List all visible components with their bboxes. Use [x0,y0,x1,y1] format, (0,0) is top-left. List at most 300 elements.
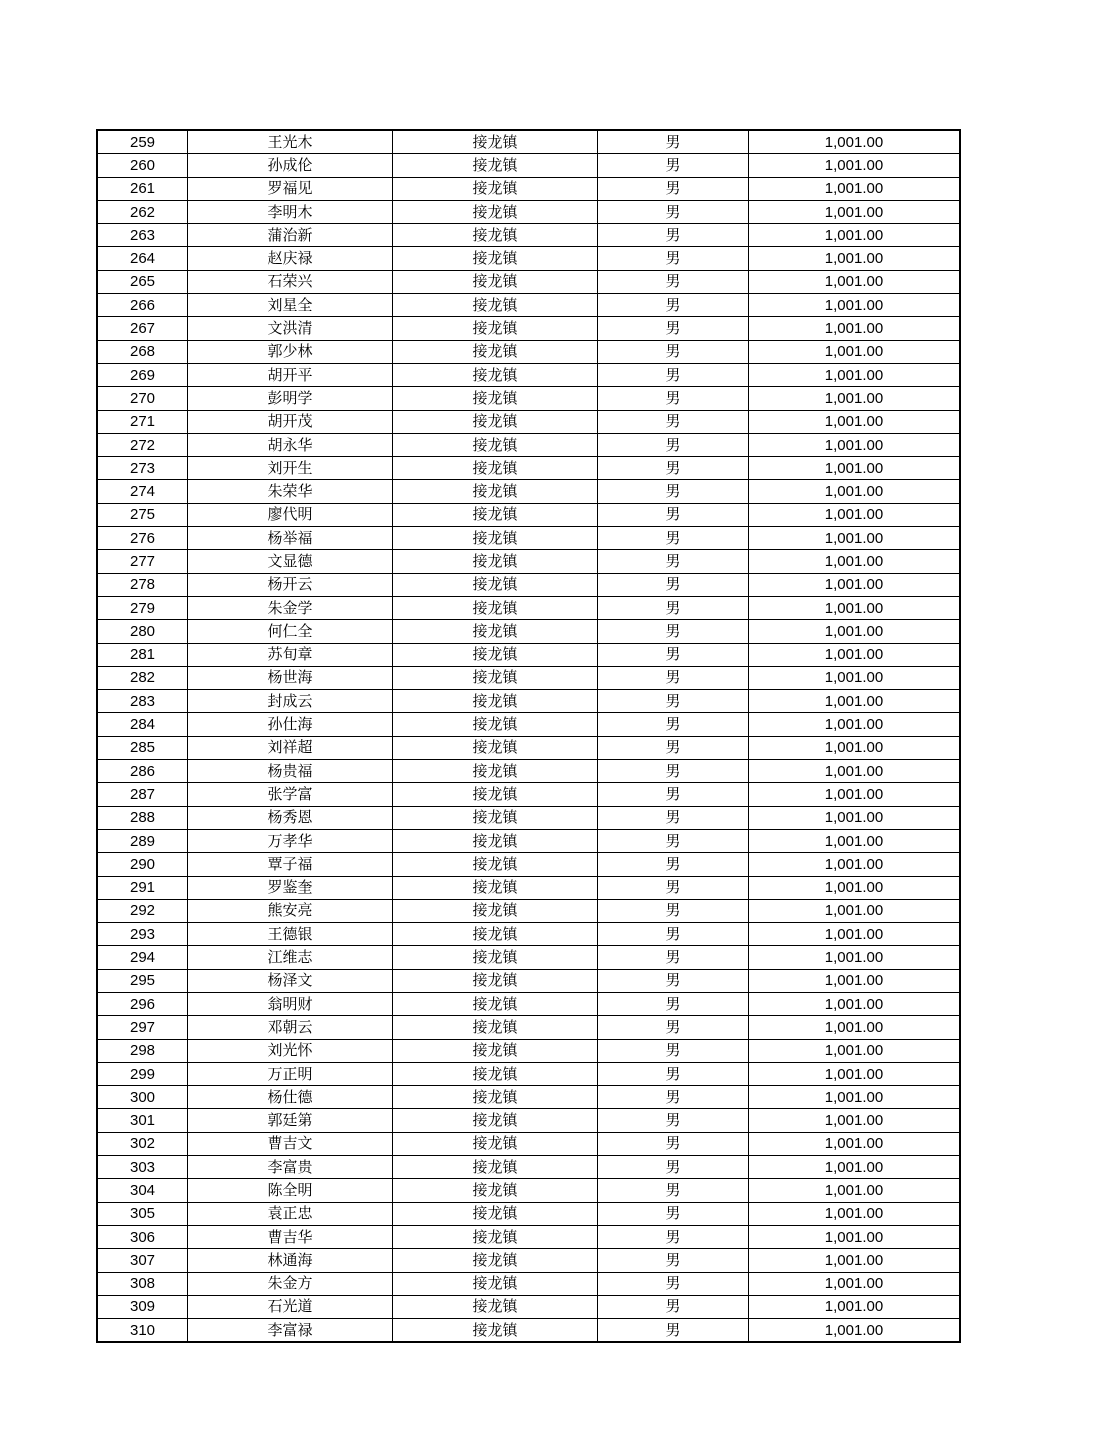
person-name-cell: 郭廷第 [188,1109,393,1132]
town-name-cell: 接龙镇 [393,177,598,200]
table-row [97,363,960,386]
row-number-cell: 283 [97,690,188,713]
table-row [97,317,960,340]
person-name-cell: 李富禄 [188,1319,393,1343]
town-name-cell: 接龙镇 [393,666,598,689]
amount-cell: 1,001.00 [749,154,961,177]
amount-cell: 1,001.00 [749,783,961,806]
person-name-cell: 彭明学 [188,387,393,410]
town-name-cell: 接龙镇 [393,457,598,480]
person-name-cell: 袁正忠 [188,1202,393,1225]
person-name-cell: 孙仕海 [188,713,393,736]
town-name-cell: 接龙镇 [393,1319,598,1343]
row-number-cell: 306 [97,1225,188,1248]
table-row [97,503,960,526]
row-number-cell: 303 [97,1156,188,1179]
town-name-cell: 接龙镇 [393,783,598,806]
person-name-cell: 刘祥超 [188,736,393,759]
row-number-cell: 288 [97,806,188,829]
table-row [97,527,960,550]
amount-cell: 1,001.00 [749,550,961,573]
person-name-cell: 杨仕德 [188,1086,393,1109]
gender-cell: 男 [598,1249,749,1272]
town-name-cell: 接龙镇 [393,620,598,643]
amount-cell: 1,001.00 [749,1295,961,1318]
row-number-cell: 280 [97,620,188,643]
amount-cell: 1,001.00 [749,1132,961,1155]
person-name-cell: 王光木 [188,130,393,154]
table-row [97,410,960,433]
amount-cell: 1,001.00 [749,270,961,293]
table-row [97,1086,960,1109]
gender-cell: 男 [598,760,749,783]
gender-cell: 男 [598,1202,749,1225]
row-number-cell: 260 [97,154,188,177]
amount-cell: 1,001.00 [749,1179,961,1202]
amount-cell: 1,001.00 [749,596,961,619]
table-row [97,666,960,689]
amount-cell: 1,001.00 [749,457,961,480]
person-name-cell: 孙成伦 [188,154,393,177]
gender-cell: 男 [598,923,749,946]
gender-cell: 男 [598,294,749,317]
person-name-cell: 刘星全 [188,294,393,317]
amount-cell: 1,001.00 [749,294,961,317]
table-row [97,620,960,643]
gender-cell: 男 [598,1272,749,1295]
town-name-cell: 接龙镇 [393,690,598,713]
town-name-cell: 接龙镇 [393,806,598,829]
person-name-cell: 胡开平 [188,363,393,386]
person-name-cell: 杨泽文 [188,969,393,992]
gender-cell: 男 [598,480,749,503]
person-name-cell: 罗鉴奎 [188,876,393,899]
amount-cell: 1,001.00 [749,387,961,410]
town-name-cell: 接龙镇 [393,1202,598,1225]
row-number-cell: 259 [97,130,188,154]
gender-cell: 男 [598,503,749,526]
row-number-cell: 261 [97,177,188,200]
town-name-cell: 接龙镇 [393,410,598,433]
gender-cell: 男 [598,643,749,666]
person-name-cell: 赵庆禄 [188,247,393,270]
row-number-cell: 285 [97,736,188,759]
row-number-cell: 293 [97,923,188,946]
amount-cell: 1,001.00 [749,992,961,1015]
town-name-cell: 接龙镇 [393,294,598,317]
amount-cell: 1,001.00 [749,690,961,713]
table-row [97,992,960,1015]
amount-cell: 1,001.00 [749,620,961,643]
amount-cell: 1,001.00 [749,1039,961,1062]
row-number-cell: 298 [97,1039,188,1062]
gender-cell: 男 [598,620,749,643]
amount-cell: 1,001.00 [749,527,961,550]
row-number-cell: 268 [97,340,188,363]
gender-cell: 男 [598,317,749,340]
amount-cell: 1,001.00 [749,946,961,969]
town-name-cell: 接龙镇 [393,154,598,177]
town-name-cell: 接龙镇 [393,923,598,946]
town-name-cell: 接龙镇 [393,340,598,363]
table-row [97,690,960,713]
table-row [97,1319,960,1343]
row-number-cell: 297 [97,1016,188,1039]
row-number-cell: 287 [97,783,188,806]
row-number-cell: 308 [97,1272,188,1295]
town-name-cell: 接龙镇 [393,247,598,270]
gender-cell: 男 [598,806,749,829]
row-number-cell: 269 [97,363,188,386]
town-name-cell: 接龙镇 [393,1179,598,1202]
town-name-cell: 接龙镇 [393,387,598,410]
person-name-cell: 胡开茂 [188,410,393,433]
gender-cell: 男 [598,1225,749,1248]
row-number-cell: 286 [97,760,188,783]
gender-cell: 男 [598,457,749,480]
table-row [97,829,960,852]
town-name-cell: 接龙镇 [393,1156,598,1179]
gender-cell: 男 [598,1132,749,1155]
town-name-cell: 接龙镇 [393,317,598,340]
amount-cell: 1,001.00 [749,899,961,922]
amount-cell: 1,001.00 [749,1249,961,1272]
town-name-cell: 接龙镇 [393,1225,598,1248]
amount-cell: 1,001.00 [749,1109,961,1132]
gender-cell: 男 [598,1295,749,1318]
row-number-cell: 291 [97,876,188,899]
town-name-cell: 接龙镇 [393,1295,598,1318]
amount-cell: 1,001.00 [749,853,961,876]
amount-cell: 1,001.00 [749,666,961,689]
person-name-cell: 石光道 [188,1295,393,1318]
town-name-cell: 接龙镇 [393,550,598,573]
row-number-cell: 266 [97,294,188,317]
person-name-cell: 杨秀恩 [188,806,393,829]
table-row [97,946,960,969]
amount-cell: 1,001.00 [749,643,961,666]
table-row [97,643,960,666]
gender-cell: 男 [598,410,749,433]
row-number-cell: 284 [97,713,188,736]
gender-cell: 男 [598,224,749,247]
amount-cell: 1,001.00 [749,1156,961,1179]
person-name-cell: 封成云 [188,690,393,713]
gender-cell: 男 [598,666,749,689]
person-name-cell: 李明木 [188,200,393,223]
person-name-cell: 张学富 [188,783,393,806]
town-name-cell: 接龙镇 [393,224,598,247]
gender-cell: 男 [598,829,749,852]
gender-cell: 男 [598,573,749,596]
town-name-cell: 接龙镇 [393,1249,598,1272]
row-number-cell: 310 [97,1319,188,1343]
person-name-cell: 万孝华 [188,829,393,852]
gender-cell: 男 [598,550,749,573]
town-name-cell: 接龙镇 [393,573,598,596]
gender-cell: 男 [598,992,749,1015]
gender-cell: 男 [598,363,749,386]
table-row [97,1039,960,1062]
gender-cell: 男 [598,783,749,806]
row-number-cell: 275 [97,503,188,526]
table-row [97,1109,960,1132]
row-number-cell: 282 [97,666,188,689]
amount-cell: 1,001.00 [749,1202,961,1225]
gender-cell: 男 [598,1039,749,1062]
gender-cell: 男 [598,969,749,992]
town-name-cell: 接龙镇 [393,480,598,503]
row-number-cell: 302 [97,1132,188,1155]
amount-cell: 1,001.00 [749,340,961,363]
amount-cell: 1,001.00 [749,876,961,899]
town-name-cell: 接龙镇 [393,527,598,550]
amount-cell: 1,001.00 [749,1319,961,1343]
row-number-cell: 301 [97,1109,188,1132]
table-row [97,177,960,200]
town-name-cell: 接龙镇 [393,200,598,223]
table-row [97,340,960,363]
table-row [97,1272,960,1295]
amount-cell: 1,001.00 [749,1086,961,1109]
table-row [97,969,960,992]
row-number-cell: 277 [97,550,188,573]
town-name-cell: 接龙镇 [393,946,598,969]
town-name-cell: 接龙镇 [393,876,598,899]
person-name-cell: 林通海 [188,1249,393,1272]
row-number-cell: 272 [97,433,188,456]
table-row [97,457,960,480]
amount-cell: 1,001.00 [749,410,961,433]
table-row [97,1202,960,1225]
town-name-cell: 接龙镇 [393,433,598,456]
row-number-cell: 279 [97,596,188,619]
row-number-cell: 305 [97,1202,188,1225]
town-name-cell: 接龙镇 [393,270,598,293]
amount-cell: 1,001.00 [749,573,961,596]
row-number-cell: 276 [97,527,188,550]
person-name-cell: 朱金学 [188,596,393,619]
amount-cell: 1,001.00 [749,480,961,503]
row-number-cell: 304 [97,1179,188,1202]
table-row [97,270,960,293]
amount-cell: 1,001.00 [749,1225,961,1248]
town-name-cell: 接龙镇 [393,713,598,736]
amount-cell: 1,001.00 [749,363,961,386]
person-name-cell: 曹吉华 [188,1225,393,1248]
person-name-cell: 郭少林 [188,340,393,363]
row-number-cell: 299 [97,1062,188,1085]
gender-cell: 男 [598,899,749,922]
table-row [97,1016,960,1039]
table-row [97,154,960,177]
gender-cell: 男 [598,270,749,293]
gender-cell: 男 [598,387,749,410]
person-name-cell: 苏旬章 [188,643,393,666]
town-name-cell: 接龙镇 [393,596,598,619]
gender-cell: 男 [598,946,749,969]
gender-cell: 男 [598,1156,749,1179]
amount-cell: 1,001.00 [749,200,961,223]
table-row [97,923,960,946]
amount-cell: 1,001.00 [749,130,961,154]
town-name-cell: 接龙镇 [393,1272,598,1295]
gender-cell: 男 [598,690,749,713]
gender-cell: 男 [598,736,749,759]
row-number-cell: 307 [97,1249,188,1272]
gender-cell: 男 [598,853,749,876]
town-name-cell: 接龙镇 [393,1109,598,1132]
town-name-cell: 接龙镇 [393,503,598,526]
amount-cell: 1,001.00 [749,247,961,270]
person-name-cell: 王德银 [188,923,393,946]
row-number-cell: 263 [97,224,188,247]
gender-cell: 男 [598,713,749,736]
row-number-cell: 273 [97,457,188,480]
row-number-cell: 290 [97,853,188,876]
person-name-cell: 罗福见 [188,177,393,200]
town-name-cell: 接龙镇 [393,130,598,154]
gender-cell: 男 [598,1319,749,1343]
row-number-cell: 271 [97,410,188,433]
amount-cell: 1,001.00 [749,969,961,992]
town-name-cell: 接龙镇 [393,829,598,852]
person-name-cell: 文洪清 [188,317,393,340]
person-name-cell: 陈全明 [188,1179,393,1202]
amount-cell: 1,001.00 [749,1272,961,1295]
gender-cell: 男 [598,130,749,154]
table-row [97,1295,960,1318]
amount-cell: 1,001.00 [749,923,961,946]
town-name-cell: 接龙镇 [393,363,598,386]
gender-cell: 男 [598,154,749,177]
person-name-cell: 曹吉文 [188,1132,393,1155]
amount-cell: 1,001.00 [749,177,961,200]
person-name-cell: 何仁全 [188,620,393,643]
person-name-cell: 朱荣华 [188,480,393,503]
gender-cell: 男 [598,596,749,619]
row-number-cell: 309 [97,1295,188,1318]
town-name-cell: 接龙镇 [393,760,598,783]
town-name-cell: 接龙镇 [393,643,598,666]
person-name-cell: 石荣兴 [188,270,393,293]
amount-cell: 1,001.00 [749,760,961,783]
amount-cell: 1,001.00 [749,806,961,829]
gender-cell: 男 [598,433,749,456]
gender-cell: 男 [598,340,749,363]
town-name-cell: 接龙镇 [393,992,598,1015]
amount-cell: 1,001.00 [749,433,961,456]
table-row [97,224,960,247]
row-number-cell: 294 [97,946,188,969]
table-row [97,247,960,270]
gender-cell: 男 [598,1109,749,1132]
person-name-cell: 杨世海 [188,666,393,689]
table-row [97,806,960,829]
amount-cell: 1,001.00 [749,1016,961,1039]
roster-body [97,130,960,1342]
table-row [97,783,960,806]
table-row [97,899,960,922]
person-name-cell: 杨开云 [188,573,393,596]
row-number-cell: 278 [97,573,188,596]
table-row [97,713,960,736]
person-name-cell: 翁明财 [188,992,393,1015]
town-name-cell: 接龙镇 [393,1086,598,1109]
town-name-cell: 接龙镇 [393,1039,598,1062]
amount-cell: 1,001.00 [749,1062,961,1085]
amount-cell: 1,001.00 [749,829,961,852]
table-row [97,760,960,783]
gender-cell: 男 [598,876,749,899]
row-number-cell: 270 [97,387,188,410]
table-row [97,736,960,759]
table-row [97,550,960,573]
row-number-cell: 281 [97,643,188,666]
person-name-cell: 杨举福 [188,527,393,550]
person-name-cell: 刘光怀 [188,1039,393,1062]
gender-cell: 男 [598,1086,749,1109]
table-row [97,1132,960,1155]
table-row [97,200,960,223]
gender-cell: 男 [598,1062,749,1085]
person-name-cell: 江维志 [188,946,393,969]
gender-cell: 男 [598,527,749,550]
row-number-cell: 300 [97,1086,188,1109]
amount-cell: 1,001.00 [749,503,961,526]
table-row [97,387,960,410]
table-row [97,853,960,876]
person-name-cell: 杨贵福 [188,760,393,783]
row-number-cell: 267 [97,317,188,340]
table-row [97,433,960,456]
row-number-cell: 274 [97,480,188,503]
roster-table [96,129,961,1343]
gender-cell: 男 [598,247,749,270]
table-row [97,1062,960,1085]
row-number-cell: 292 [97,899,188,922]
town-name-cell: 接龙镇 [393,1062,598,1085]
table-row [97,480,960,503]
row-number-cell: 265 [97,270,188,293]
person-name-cell: 刘开生 [188,457,393,480]
person-name-cell: 万正明 [188,1062,393,1085]
table-row [97,1225,960,1248]
table-row [97,573,960,596]
town-name-cell: 接龙镇 [393,736,598,759]
table-row [97,1179,960,1202]
town-name-cell: 接龙镇 [393,1016,598,1039]
table-row [97,130,960,154]
row-number-cell: 296 [97,992,188,1015]
row-number-cell: 289 [97,829,188,852]
gender-cell: 男 [598,177,749,200]
town-name-cell: 接龙镇 [393,1132,598,1155]
row-number-cell: 262 [97,200,188,223]
amount-cell: 1,001.00 [749,224,961,247]
person-name-cell: 熊安亮 [188,899,393,922]
table-row [97,1249,960,1272]
town-name-cell: 接龙镇 [393,899,598,922]
person-name-cell: 邓朝云 [188,1016,393,1039]
table-row [97,1156,960,1179]
town-name-cell: 接龙镇 [393,853,598,876]
person-name-cell: 朱金方 [188,1272,393,1295]
person-name-cell: 胡永华 [188,433,393,456]
person-name-cell: 覃子福 [188,853,393,876]
town-name-cell: 接龙镇 [393,969,598,992]
gender-cell: 男 [598,200,749,223]
